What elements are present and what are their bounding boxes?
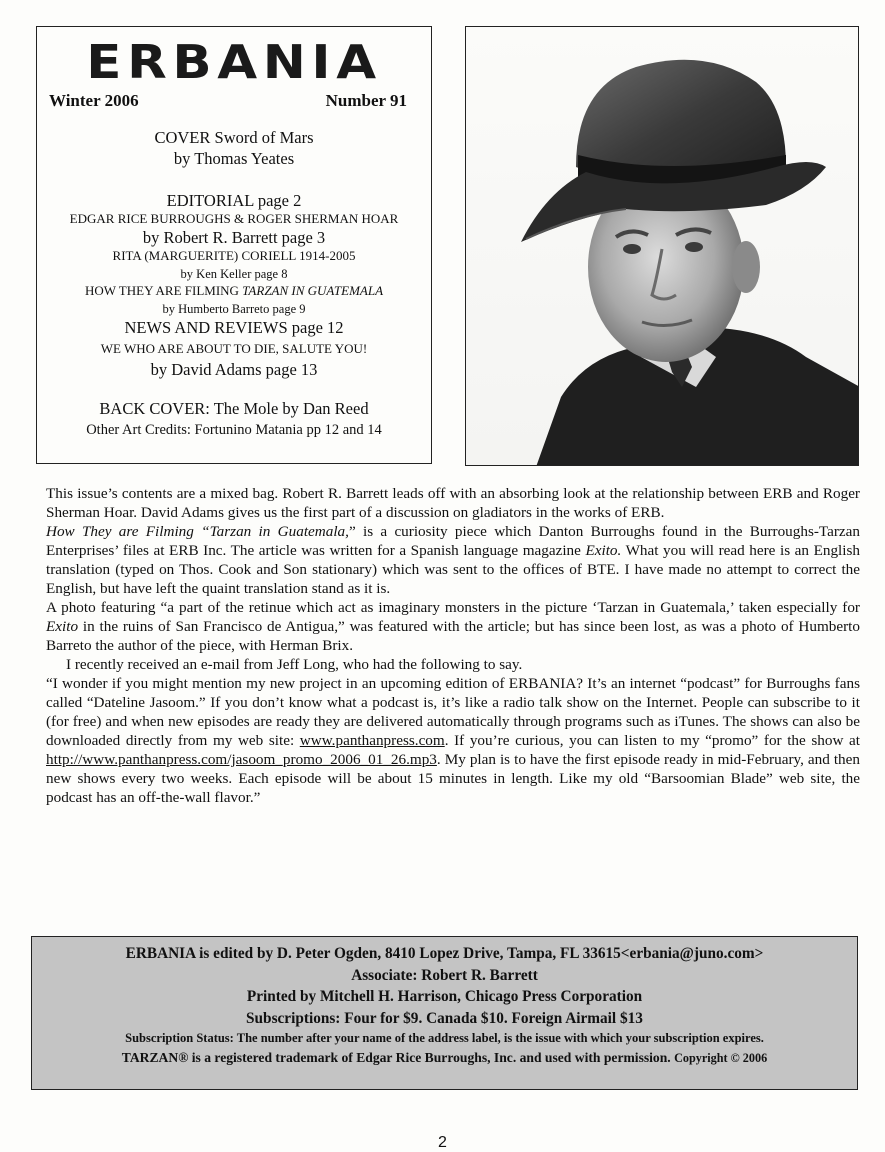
page-number: 2: [438, 1134, 447, 1151]
toc-editorial: EDITORIAL page 2: [166, 191, 302, 210]
paragraph-5: [46, 674, 860, 807]
toc-news: NEWS AND REVIEWS page 12: [124, 318, 344, 337]
toc-article1-title: EDGAR RICE BURROUGHS & ROGER SHERMAN HOAR: [69, 211, 399, 226]
paragraph-3-text-end: in the ruins of San Francisco de Antigua,” was featured with the article; but has since been lost, as was a photo of Humberto Barreto the author of the piece, with Herman Brix.: [46, 618, 860, 654]
toc-article3-title: [37, 284, 431, 299]
toc-article2-title: RITA (MARGUERITE) CORIELL 1914-2005: [112, 248, 356, 263]
trademark-text: TARZAN® is a registered trademark of Edgar Rice Burroughs, Inc. and used with permission.: [121, 1050, 671, 1065]
toc-other-art: Other Art Credits: Fortunino Matania pp 12 and 14: [86, 422, 382, 438]
paragraph-1: This issue’s contents are a mixed bag. Robert R. Barrett leads off with an absorbing look at the relationship between ERB and Roger Sherman Hoar. David Adams gives us the first part of a discussion on gladiators in the works of ERB.: [46, 485, 860, 521]
toc-back-cover: BACK COVER: The Mole by Dan Reed: [99, 399, 369, 418]
toc-article4-title: WE WHO ARE ABOUT TO DIE, SALUTE YOU!: [100, 341, 368, 356]
printer-line: Printed by Mitchell H. Harrison, Chicago Press Corporation: [246, 988, 643, 1005]
article-title-italic: How They are Filming “Tarzan in Guatemala,: [46, 523, 349, 540]
paragraph-2-text-end: What you will read here is an English translation (typed on Thos. Cook and Son stationary) which was sent to the offices of BTE. I have made no attempt to correct the English, but have left the quaint translation stand as it is.: [46, 542, 860, 597]
associate-line: Associate: Robert R. Barrett: [351, 966, 538, 984]
toc-article1-byline: by Robert R. Barrett page 3: [142, 228, 326, 247]
paragraph-2: [46, 522, 860, 598]
portrait-illustration: [466, 27, 859, 466]
promo-link[interactable]: http://www.panthanpress.com/jasoom_promo_2006_01_26.mp3: [46, 751, 437, 768]
magazine-name-italic-2: Exito: [46, 618, 79, 635]
paragraph-3-text: A photo featuring “a part of the retinue which act as imaginary monsters in the picture ‘Tarzan in Guatemala,’ taken especially for: [46, 599, 860, 616]
toc-article3-title-italic: TARZAN IN GUATEMALA: [242, 283, 384, 298]
paragraph-5-text-mid: . If you’re curious, you can listen to my “promo” for the show at: [444, 732, 860, 749]
masthead-logo: ERBANIA: [86, 35, 382, 89]
paragraph-3: [46, 598, 860, 655]
magazine-name-italic: Exito.: [585, 542, 622, 559]
masthead-footer-box: [31, 936, 858, 1090]
paragraph-5-text-end: . My plan is to have the first episode ready in mid-February, and then new shows every two weeks. Each episode will be about 15 minutes in length. Like my old “Barsoomian Blade” web site, the podcast has an off-the-wall flavor.”: [46, 751, 860, 806]
editor-line: ERBANIA is edited by D. Peter Ogden, 8410 Lopez Drive, Tampa, FL 33615<erbania@juno.com>: [125, 945, 764, 962]
issue-number: Number 91: [325, 91, 407, 110]
toc-article3-title-prefix: HOW THEY ARE FILMING: [84, 283, 243, 298]
website-link[interactable]: www.panthanpress.com: [299, 732, 445, 749]
paragraph-4: I recently received an e-mail from Jeff Long, who had the following to say.: [66, 656, 523, 673]
toc-cover: COVER Sword of Mars: [154, 128, 314, 147]
toc-article2-byline: by Ken Keller page 8: [180, 267, 288, 281]
toc-cover-artist: by Thomas Yeates: [173, 149, 295, 168]
subscriptions-line: Subscriptions: Four for $9. Canada $10. Foreign Airmail $13: [246, 1009, 643, 1027]
subscription-status-line: Subscription Status: The number after your name of the address label, is the issue with which your subscription expires.: [125, 1031, 764, 1045]
trademark-line: [32, 1048, 857, 1068]
toc-article3-byline: by Humberto Barreto page 9: [162, 302, 306, 316]
portrait-photo: [465, 26, 859, 466]
paragraph-5-text: “I wonder if you might mention my new project in an upcoming edition of ERBANIA? It’s an internet “podcast” for Burroughs fans called “Dateline Jasoom.” If you don’t know what a podcast is, it’s like a radio talk show on the Internet. People can subscribe to it (for free) and when new episodes are ready they are delivered automatically through programs such as iTunes. The shows can also be downloaded directly from my web site:: [46, 675, 860, 749]
contents-box: [36, 26, 432, 464]
toc-article4-byline: by David Adams page 13: [150, 360, 318, 379]
issue-season: Winter 2006: [49, 91, 139, 110]
paragraph-2-text: ” is a curiosity piece which Danton Burroughs found in the Burroughs-Tarzan Enterprises’ files at ERB Inc. The article was written for a Spanish language magazine: [46, 523, 860, 559]
copyright-text: Copyright © 2006: [674, 1051, 768, 1065]
editorial-body: [46, 484, 860, 807]
